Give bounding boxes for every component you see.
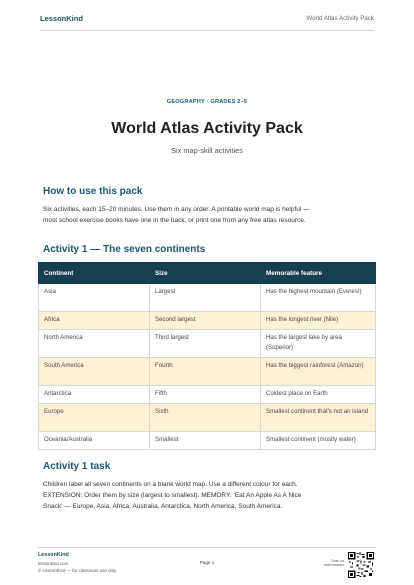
table-row bbox=[39, 312, 376, 330]
table-row bbox=[39, 432, 376, 450]
document-title: World Atlas Activity Pack bbox=[306, 15, 374, 22]
cell-size: Fourth bbox=[150, 358, 261, 386]
column-header-continent: Continent bbox=[39, 263, 150, 284]
cell-continent: Africa bbox=[39, 312, 150, 330]
column-header-size: Size bbox=[150, 263, 261, 284]
table-header-row bbox=[39, 263, 376, 284]
cell-feature: Has the largest lake by area (Superior) bbox=[261, 330, 376, 358]
activity-1-task-text bbox=[43, 479, 375, 512]
subject-kicker: GEOGRAPHY · GRADES 2–5 bbox=[166, 99, 248, 105]
cell-size: Largest bbox=[150, 284, 261, 312]
cell-size: Third largest bbox=[150, 330, 261, 358]
task-line-2: EXTENSION: Order them by size (largest to smallest). MEMORY: 'Eat An Apple As A Nice bbox=[43, 492, 302, 499]
how-to-text bbox=[43, 204, 375, 226]
footer-brand: LessonKind bbox=[38, 552, 69, 558]
brand-name: LessonKind bbox=[40, 14, 83, 23]
cell-size: Fifth bbox=[150, 386, 261, 404]
header-divider bbox=[40, 30, 374, 31]
cell-continent: Oceania/Australia bbox=[39, 432, 150, 450]
page-subtitle: Six map-skill activities bbox=[171, 146, 243, 155]
cell-continent: South America bbox=[39, 358, 150, 386]
qr-caption-line-1: Scan for bbox=[331, 559, 344, 563]
task-line-1: Children label all seven continents on a blank world map. Use a different colour for each. bbox=[43, 481, 298, 488]
cell-continent: Antarctica bbox=[39, 386, 150, 404]
page-header bbox=[0, 0, 414, 36]
cell-size: Second largest bbox=[150, 312, 261, 330]
how-to-line-1: Six activities, each 15–20 minutes. Use them in any order. A printable world map is helpful — bbox=[43, 206, 310, 213]
column-header-feature: Memorable feature bbox=[261, 263, 376, 284]
continents-table bbox=[38, 262, 376, 450]
cell-size: Smallest bbox=[150, 432, 261, 450]
cell-feature: Smallest continent that's not an island bbox=[261, 404, 376, 432]
table-row bbox=[39, 386, 376, 404]
qr-code-icon[interactable] bbox=[348, 552, 374, 578]
cell-feature: Smallest continent (mostly water) bbox=[261, 432, 376, 450]
table-row bbox=[39, 358, 376, 386]
page-footer bbox=[0, 540, 414, 585]
how-to-heading: How to use this pack bbox=[43, 186, 143, 197]
cell-size: Sixth bbox=[150, 404, 261, 432]
table-row bbox=[39, 404, 376, 432]
qr-caption-line-2: more lessons bbox=[323, 563, 344, 568]
activity-1-heading: Activity 1 — The seven continents bbox=[43, 244, 206, 255]
cell-feature: Has the highest mountain (Everest) bbox=[261, 284, 376, 312]
table-row bbox=[39, 330, 376, 358]
page-number: Page 1 bbox=[199, 560, 215, 565]
cell-feature: Coldest place on Earth bbox=[261, 386, 376, 404]
page-title: World Atlas Activity Pack bbox=[111, 120, 303, 137]
activity-1-task-heading: Activity 1 task bbox=[43, 461, 111, 472]
how-to-line-2: most school exercise books have one in the back, or print one from any free atlas resource. bbox=[43, 217, 306, 224]
footer-divider bbox=[38, 547, 376, 548]
task-line-3: Snack' — Europe, Asia, Africa, Australia, Antarctica, North America, South America. bbox=[43, 503, 283, 510]
cell-continent: Europe bbox=[39, 404, 150, 432]
table-row bbox=[39, 284, 376, 312]
footer-website-link[interactable]: lessonkind.com bbox=[38, 561, 69, 566]
qr-caption bbox=[306, 559, 344, 568]
cell-feature: Has the longest river (Nile) bbox=[261, 312, 376, 330]
cell-feature: Has the biggest rainforest (Amazon) bbox=[261, 358, 376, 386]
cell-continent: North America bbox=[39, 330, 150, 358]
cell-continent: Asia bbox=[39, 284, 150, 312]
footer-copyright: © LessonKind — for classroom use only bbox=[38, 568, 117, 573]
